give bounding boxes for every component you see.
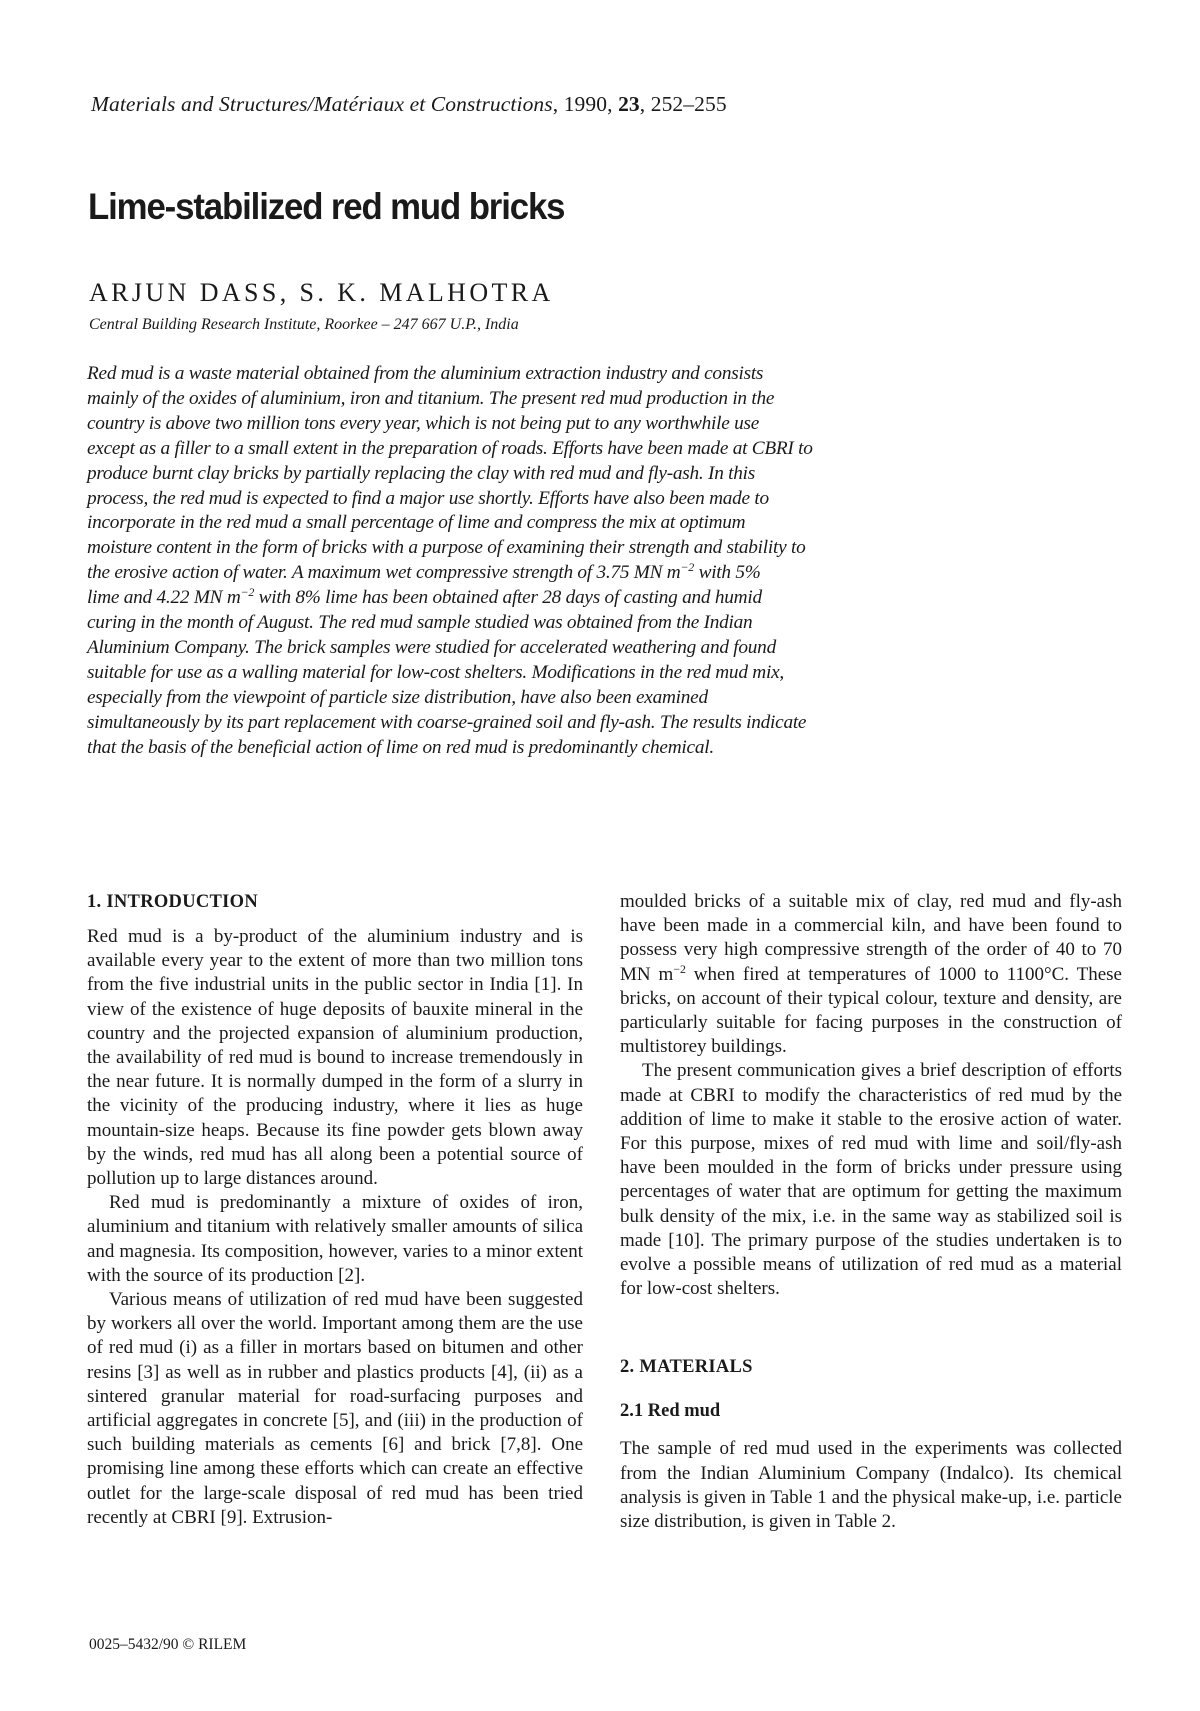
abstract-line: produce burnt clay bricks by partially replacing the clay with red mud and fly-ash. In this <box>87 462 756 484</box>
journal-pages: , 252–255 <box>639 92 727 116</box>
right-column <box>620 890 1122 1534</box>
abstract-line: simultaneously by its part replacement with coarse-grained soil and fly-ash. The results indicate <box>87 711 807 733</box>
abstract-text: with 5% <box>694 562 761 584</box>
abstract-line: incorporate in the red mud a small percentage of lime and compress the mix at optimum <box>87 512 746 534</box>
red-mud-paragraph: The sample of red mud used in the experiments was collected from the Indian Aluminium Company (Indalco). Its chemical analysis is given in Table 1 and the physical make-up, i.e. particle size distribution, is given in Table 2. <box>620 1438 1122 1533</box>
abstract-line: Aluminium Company. The brick samples were studied for accelerated weathering and found <box>87 636 776 658</box>
paragraph-text: when fired at temperatures of 1000 to 1100°C. These bricks, on account of their typical colour, texture and density, are particularly suitable for facing purposes in the construction of multistorey buildings. <box>620 963 1122 1058</box>
article-authors: ARJUN DASS, S. K. MALHOTRA <box>89 278 554 307</box>
superscript: −2 <box>673 962 686 976</box>
abstract-line <box>87 586 917 611</box>
abstract-text: the erosive action of water. A maximum wet compressive strength of 3.75 MN m <box>87 562 681 584</box>
abstract-line: moisture content in the form of bricks with a purpose of examining their strength and stability to <box>87 537 806 559</box>
intro-paragraph-2: Red mud is predominantly a mixture of oxides of iron, aluminium and titanium with relatively smaller amounts of silica and magnesia. Its composition, however, varies to a minor extent with the source of its production [2]. <box>87 1192 583 1286</box>
left-column <box>87 890 583 1530</box>
abstract-line: especially from the viewpoint of particle size distribution, have also been examined <box>87 686 708 708</box>
abstract-line: curing in the month of August. The red mud sample studied was obtained from the Indian <box>87 612 753 634</box>
abstract-line: process, the red mud is expected to find a major use shortly. Efforts have also been made to <box>87 487 769 509</box>
abstract-text: with 8% lime has been obtained after 28 days of casting and humid <box>254 587 762 609</box>
subsection-heading-red-mud: 2.1 Red mud <box>620 1401 721 1422</box>
intro-continuation-paragraph <box>620 890 1122 1059</box>
intro-paragraph-4: The present communication gives a brief description of efforts made at CBRI to modify the characteristics of red mud by the addition of lime to make it stable to the erosive action of water. For this purpose, mixes of red mud with lime and soil/fly-ash have been moulded in the form of bricks under pressure using percentages of water that are optimum for getting the maximum bulk density of the mix, i.e. in the same way as stabilized soil is made [10]. The primary purpose of the studies undertaken is to evolve a possible means of utilization of red mud as a material for low-cost shelters. <box>620 1060 1122 1300</box>
author-affiliation: Central Building Research Institute, Roorkee – 247 667 U.P., India <box>89 316 519 333</box>
abstract-line: country is above two million tons every year, which is not being put to any worthwhile use <box>87 412 760 434</box>
journal-volume: 23 <box>618 92 640 116</box>
issn-copyright: 0025–5432/90 © RILEM <box>89 1636 247 1653</box>
intro-paragraph-3: Various means of utilization of red mud have been suggested by workers all over the world. Important among them are the use of red mud (i) as a filler in mortars based on bitumen and other resins [3] as well as in rubber and plastics products [4], (ii) as a sintered granular material for road-surfacing purposes and artificial aggregates in concrete [5], and (iii) in the production of such building materials as cements [6] and brick [7,8]. One promising line among these efforts which can create an effective outlet for the large-scale disposal of red mud has been tried recently at CBRI [9]. Extrusion- <box>87 1289 583 1528</box>
section-heading-materials: 2. MATERIALS <box>620 1357 753 1378</box>
paragraph-text: moulded bricks of a suitable mix of clay, red mud and fly-ash have been made in a commercial kiln, and have been found to possess very high compressive strength of the order of 40 to 70 MN m <box>620 891 1122 985</box>
abstract-line <box>87 561 917 586</box>
abstract-line: that the basis of the beneficial action of lime on red mud is predominantly chemical. <box>87 736 714 758</box>
abstract-line: Red mud is a waste material obtained from the aluminium extraction industry and consists <box>87 363 764 384</box>
journal-year: , 1990, <box>552 92 619 116</box>
abstract-line: suitable for use as a walling material for low-cost shelters. Modifications in the red mud mix, <box>87 661 784 683</box>
article-title: Lime-stabilized red mud bricks <box>88 186 565 227</box>
superscript: −2 <box>680 560 695 575</box>
abstract-line: mainly of the oxides of aluminium, iron and titanium. The present red mud production in the <box>87 387 775 409</box>
abstract-text: lime and 4.22 MN m <box>87 587 241 609</box>
abstract <box>87 362 917 761</box>
section-heading-introduction: 1. INTRODUCTION <box>87 892 259 912</box>
intro-paragraph-1: Red mud is a by-product of the aluminium industry and is available every year to the extent of more than two million tons from the five industrial units in the public sector in India [1]. In view of the existence of huge deposits of bauxite mineral in the country and the projected expansion of aluminium production, the availability of red mud is bound to increase tremendously in the near future. It is normally dumped in the form of a slurry in the vicinity of the producing industry, where it lies as huge mountain-size heaps. Because its fine powder gets blown away by the winds, red mud has all along been a potential source of pollution up to large distances around. <box>87 926 583 1190</box>
journal-citation <box>91 92 1091 117</box>
journal-name: Materials and Structures/Matériaux et Constructions <box>91 92 553 116</box>
superscript: −2 <box>240 584 255 599</box>
abstract-line: except as a filler to a small extent in the preparation of roads. Efforts have been made at CBRI to <box>87 437 813 459</box>
